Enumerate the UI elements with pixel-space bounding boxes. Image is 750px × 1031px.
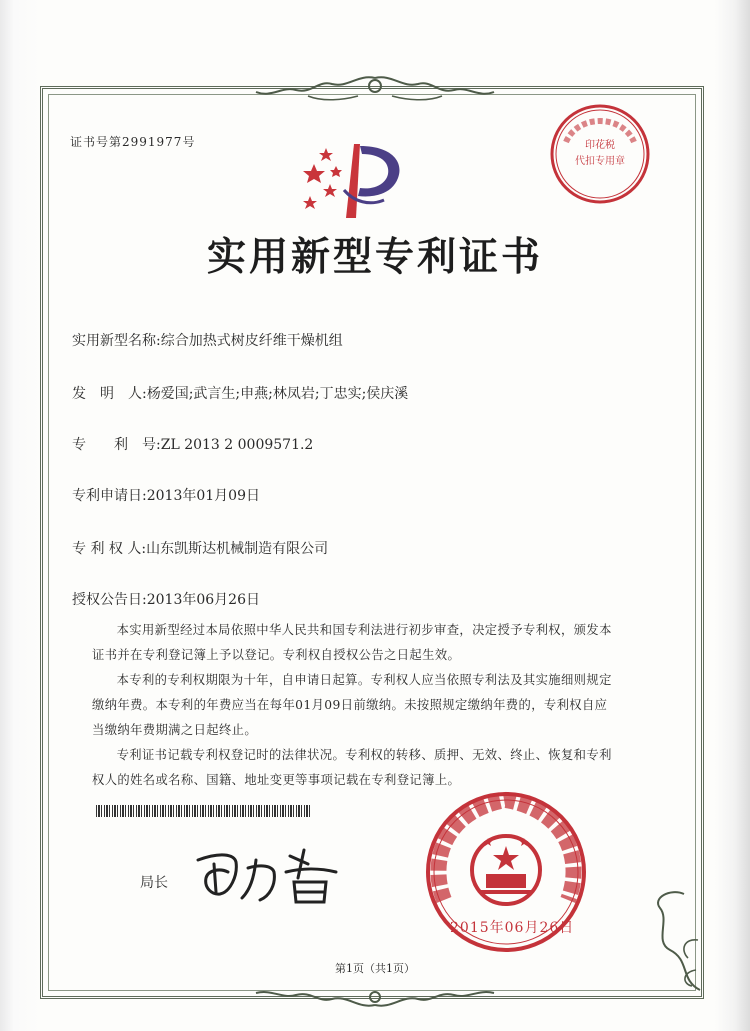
body-paragraph-2: 本专利的专利权期限为十年，自申请日起算。专利权人应当依照专利法及其实施细则规定缴纳年费。本专利的年费应当在每年01月09日前缴纳。未按照规定缴纳年费的，专利权自应当缴纳年费期满之日起终止。	[92, 673, 612, 737]
field-value: ZL 2013 2 0009571.2	[160, 437, 314, 453]
body-paragraph-3: 专利证书记载专利权登记时的法律状况。专利权的转移、质押、无效、终止、恢复和专利权人的姓名或名称、国籍、地址变更等事项记载在专利登记簿上。	[92, 748, 612, 787]
svg-text:印花税: 印花税	[585, 140, 615, 151]
field-patent-number	[72, 434, 313, 454]
field-label: 专 利 权 人:	[72, 541, 147, 557]
field-label: 专 利 号:	[72, 437, 161, 453]
field-inventors	[72, 383, 408, 403]
field-value: 山东凯斯达机械制造有限公司	[146, 541, 329, 557]
field-value: 2013年01月09日	[146, 488, 260, 504]
certificate-number: 证书号第2991977号	[70, 135, 196, 149]
barcode	[96, 805, 311, 817]
seal-date: 2015年06月26日	[450, 920, 575, 936]
body-paragraph-1: 本实用新型经过本局依照中华人民共和国专利法进行初步审查，决定授予专利权，颁发本证书并在专利登记簿上予以登记。专利权自授权公告之日起生效。	[92, 623, 612, 662]
certificate-title: 实用新型专利证书	[206, 234, 543, 280]
page-number: 第1页（共1页）	[335, 962, 415, 975]
bottom-ornament-icon	[250, 985, 500, 1011]
field-label: 实用新型名称:	[72, 333, 161, 349]
svg-text:代扣专用章: 代扣专用章	[575, 156, 625, 167]
field-utility-model-name	[72, 330, 343, 350]
field-value: 综合加热式树皮纤维干燥机组	[160, 333, 343, 349]
patent-office-logo	[300, 140, 410, 220]
field-value: 杨爱国;武言生;申燕;林凤岩;丁忠实;侯庆溪	[146, 386, 409, 402]
field-label: 专利申请日:	[72, 488, 147, 504]
field-patentee	[72, 538, 328, 558]
field-label: 授权公告日:	[72, 592, 147, 608]
field-label: 发 明 人:	[72, 386, 147, 402]
certificate-body	[92, 618, 612, 793]
top-ornament-icon	[248, 72, 502, 104]
corner-ornament-bottom-right-icon	[640, 880, 710, 1000]
tax-stamp-seal	[548, 102, 652, 206]
field-filing-date	[72, 485, 260, 505]
director-signature	[190, 842, 350, 912]
director-label: 局长	[140, 875, 168, 891]
field-value: 2013年06月26日	[146, 592, 260, 608]
field-grant-date	[72, 589, 260, 609]
